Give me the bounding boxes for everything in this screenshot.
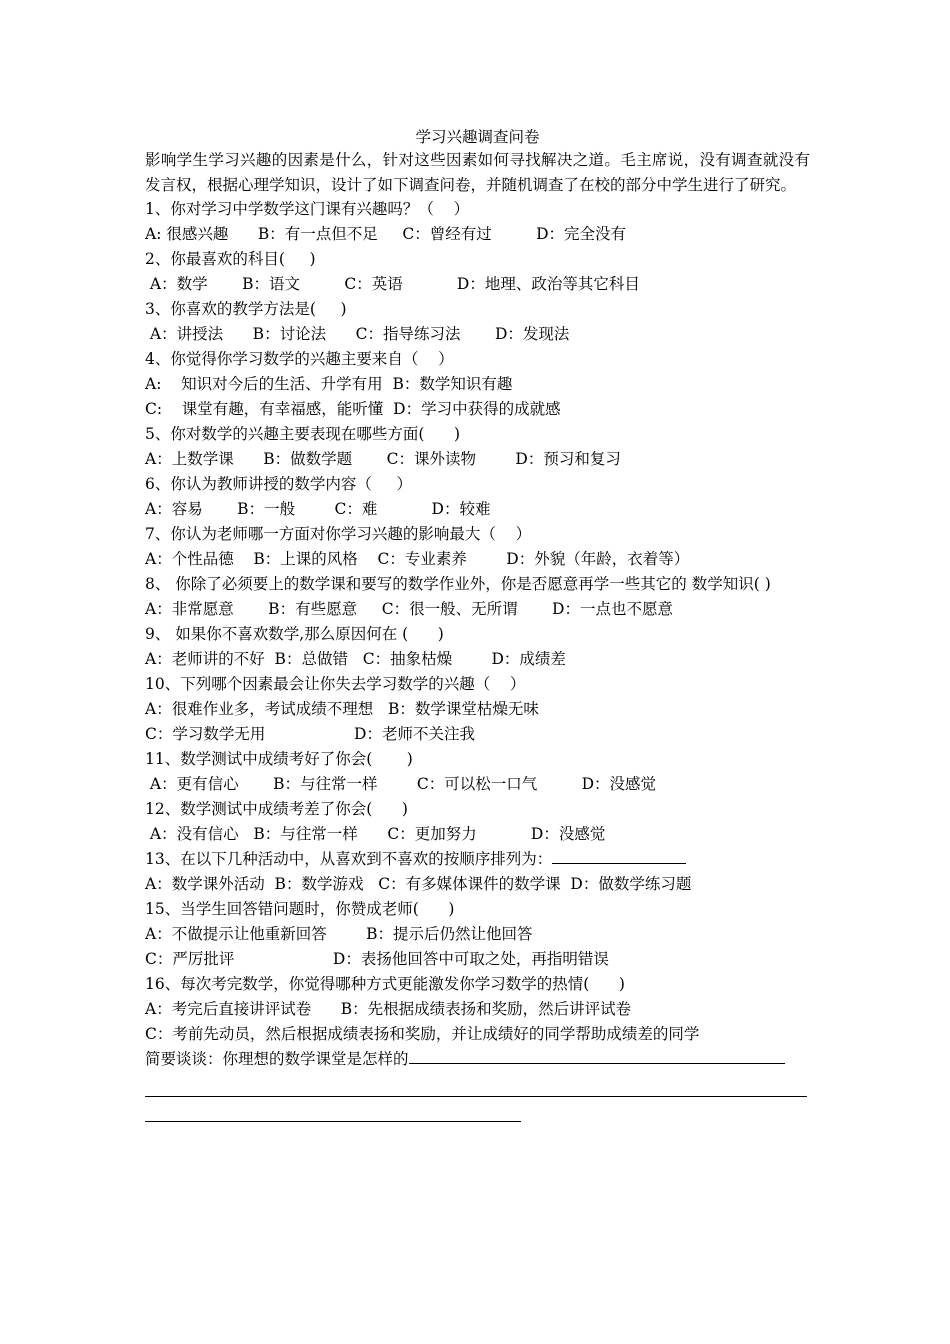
question-8: 8、 你除了必须要上的数学课和要写的数学作业外，你是否愿意再学一些其它的 数学知识( ): [145, 575, 771, 593]
question-8-options: A：非常愿意 B：有些愿意 C：很一般、无所谓 D：一点也不愿意: [145, 600, 673, 618]
question-4-options-ab: A: 知识对今后的生活、升学有用 B：数学知识有趣: [145, 375, 513, 393]
question-15-options-ab: A：不做提示让他重新回答 B：提示后仍然让他回答: [145, 925, 533, 943]
question-7: 7、你认为老师哪一方面对你学习兴趣的影响最大（ ）: [145, 525, 532, 543]
question-3-options: A：讲授法 B：讨论法 C：指导练习法 D：发现法: [145, 325, 570, 343]
question-5: 5、你对数学的兴趣主要表现在哪些方面( ): [145, 425, 461, 443]
page-title: 学习兴趣调查问卷: [415, 128, 540, 146]
question-3: 3、你喜欢的教学方法是( ): [145, 300, 347, 318]
question-4-options-cd: C: 课堂有趣，有幸福感，能听懂 D：学习中获得的成就感: [145, 400, 561, 418]
question-10-options-ab: A：很难作业多，考试成绩不理想 B：数学课堂枯燥无味: [145, 700, 539, 718]
question-6-options: A：容易 B：一般 C：难 D：较难: [145, 500, 491, 518]
question-9-options: A：老师讲的不好 B：总做错 C：抽象枯燥 D：成绩差: [145, 650, 566, 668]
question-11-options: A：更有信心 B：与往常一样 C：可以松一口气 D：没感觉: [145, 775, 657, 793]
question-1-options: A: 很感兴趣 B：有一点但不足 C：曾经有过 D：完全没有: [145, 225, 627, 243]
question-2-options: A：数学 B：语文 C：英语 D：地理、政治等其它科目: [145, 275, 640, 293]
question-9: 9、 如果你不喜欢数学,那么原因何在 ( ): [145, 625, 444, 643]
question-5-options: A：上数学课 B：做数学题 C：课外读物 D：预习和复习: [145, 450, 621, 468]
question-6: 6、你认为教师讲授的数学内容（ ）: [145, 475, 412, 493]
questionnaire-page: [145, 126, 810, 1122]
question-1: 1、你对学习中学数学这门课有兴趣吗？（ ）: [145, 200, 470, 218]
essay-answer-line-1[interactable]: [409, 1049, 785, 1064]
question-16: 16、每次考完数学，你觉得哪种方式更能激发你学习数学的热情( ): [145, 975, 625, 993]
essay-row: [145, 1047, 810, 1072]
essay-answer-line-3[interactable]: [145, 1097, 521, 1122]
question-13-row: [145, 847, 810, 872]
question-13: 13、在以下几种活动中，从喜欢到不喜欢的按顺序排列为：: [145, 850, 553, 868]
essay-answer-line-2[interactable]: [145, 1072, 807, 1097]
question-13-options: A：数学课外活动 B：数学游戏 C：有多媒体课件的数学课 D：做数学练习题: [145, 875, 692, 893]
question-16-options-ab: A：考完后直接讲评试卷 B：先根据成绩表扬和奖励，然后讲评试卷: [145, 1000, 632, 1018]
question-2: 2、你最喜欢的科目( ): [145, 250, 316, 268]
question-16-options-c: C：考前先动员，然后根据成绩表扬和奖励，并让成绩好的同学帮助成绩差的同学: [145, 1025, 700, 1043]
question-4: 4、你觉得你学习数学的兴趣主要来自（ ）: [145, 350, 454, 368]
intro-paragraph: 影响学生学习兴趣的因素是什么，针对这些因素如何寻找解决之道。毛主席说，没有调查就没有发言权，根据心理学知识，设计了如下调查问卷，并随机调查了在校的部分中学生进行了研究。: [145, 151, 810, 194]
question-15: 15、当学生回答错问题时，你赞成老师( ): [145, 900, 455, 918]
question-7-options: A：个性品德 B：上课的风格 C：专业素养 D：外貌（年龄，衣着等）: [145, 550, 690, 568]
question-11: 11、数学测试中成绩考好了你会( ): [145, 750, 413, 768]
question-12: 12、数学测试中成绩考差了你会( ): [145, 800, 408, 818]
question-10: 10、下列哪个因素最会让你失去学习数学的兴趣（ ）: [145, 675, 526, 693]
question-13-answer-blank[interactable]: [552, 849, 686, 864]
question-12-options: A：没有信心 B：与往常一样 C：更加努力 D：没感觉: [145, 825, 606, 843]
question-15-options-cd: C：严厉批评 D：表扬他回答中可取之处，再指明错误: [145, 950, 609, 968]
essay-prompt: 简要谈谈：你理想的数学课堂是怎样的: [145, 1050, 409, 1068]
question-10-options-cd: C：学习数学无用 D：老师不关注我: [145, 725, 475, 743]
